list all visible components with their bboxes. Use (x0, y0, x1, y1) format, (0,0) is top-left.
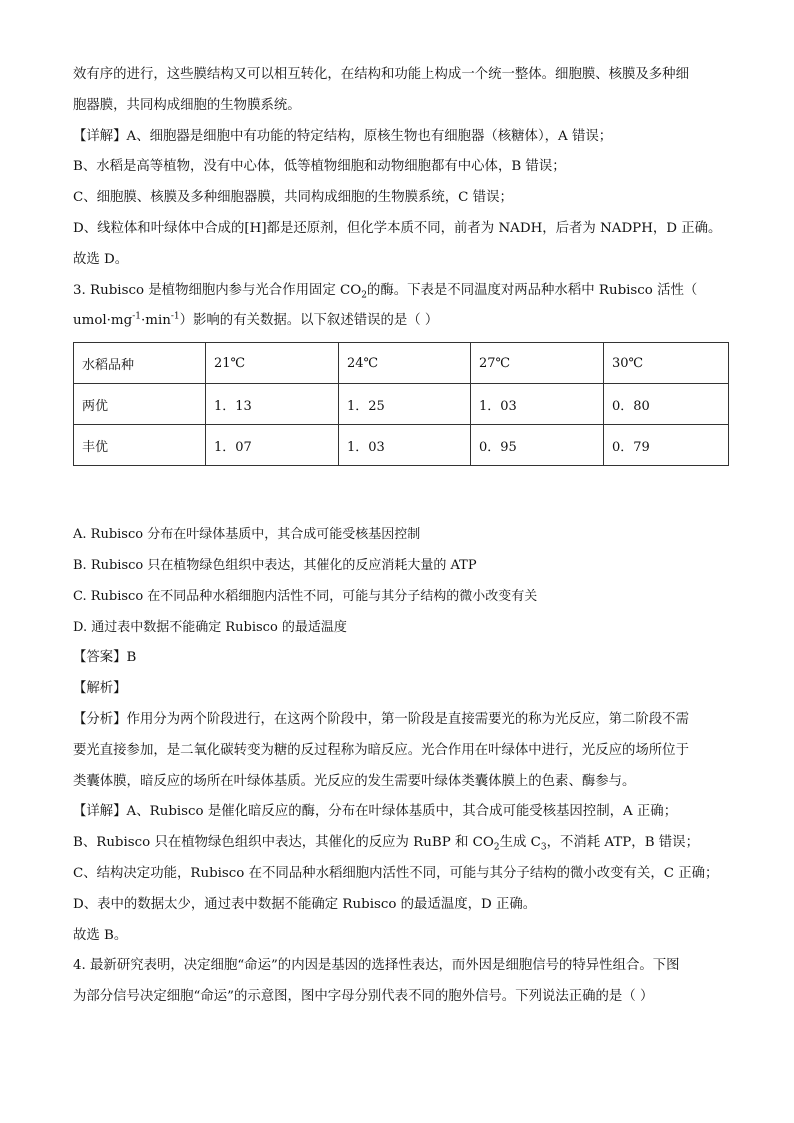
table-cell: 1．07 (206, 425, 339, 466)
text-line: 【详解】A、细胞器是细胞中有功能的特定结构，原核生物也有细胞器（核糖体），A 错误； (73, 128, 613, 144)
text-line: 类囊体膜，暗反应的场所在叶绿体基质。光反应的发生需要叶绿体类囊体膜上的色素、酶参与。 (73, 773, 636, 789)
table-cell: 两优 (74, 384, 206, 425)
table-cell: 丰优 (74, 425, 206, 466)
table-cell: 0．80 (604, 384, 729, 425)
table-cell: 0．79 (604, 425, 729, 466)
option-b: B. Rubisco 只在植物绿色组织中表达，其催化的反应消耗大量的 ATP (73, 557, 477, 573)
text-line: C、结构决定功能，Rubisco 在不同品种水稻细胞内活性不同，可能与其分子结构的微小改变有关，C 正确； (73, 865, 719, 881)
q2-explanation (73, 60, 733, 276)
text-line: C、细胞膜、核膜及多种细胞器膜，共同构成细胞的生物膜系统，C 错误； (73, 190, 513, 206)
text-line: B、水稻是高等植物，没有中心体，低等植物细胞和动物细胞都有中心体，B 错误； (73, 159, 566, 175)
table-header-row (74, 343, 729, 384)
text-line: 故选 B。 (73, 927, 128, 943)
question-stem: 为部分信号决定细胞“命运”的示意图，图中字母分别代表不同的胞外信号。下列说法正确的是（ ） (73, 989, 654, 1005)
text-line: B、Rubisco 只在植物绿色组织中表达，其催化的反应为 RuBP 和 $CO_2$生成 $C_3$，不消耗 ATP，B 错误； (73, 835, 699, 853)
answer-line: 【答案】B (73, 650, 137, 666)
text-line: 要光直接参加，是二氧化碳转变为糖的反过程称为暗反应。光合作用在叶绿体中进行，光反应的场所位于 (73, 742, 689, 758)
spacer (73, 466, 733, 520)
text-line: 【分析】作用分为两个阶段进行，在这两个阶段中，第一阶段是直接需要光的称为光反应，第二阶段不需 (73, 711, 689, 727)
table-header-cell: 24℃ (339, 343, 471, 384)
text-line: D、表中的数据太少，通过表中数据不能确定 Rubisco 的最适温度，D 正确。 (73, 896, 537, 912)
table-header-cell: 30℃ (604, 343, 729, 384)
table-cell: 0．95 (471, 425, 604, 466)
option-a: A. Rubisco 分布在叶绿体基质中，其合成可能受核基因控制 (73, 527, 421, 543)
question-stem: 3. Rubisco 是植物细胞内参与光合作用固定 $CO_2$的酶。下表是不同温度对两品种水稻中 Rubisco 活性（ (73, 282, 698, 301)
question-3 (73, 276, 733, 952)
text-line: 效有序的进行，这些膜结构又可以相互转化，在结构和功能上构成一个统一整体。细胞膜、核膜及多种细 (73, 67, 689, 82)
option-c: C. Rubisco 在不同品种水稻细胞内活性不同，可能与其分子结构的微小改变有关 (73, 588, 538, 604)
analysis-title: 【解析】 (73, 681, 127, 697)
table-cell: 1．03 (339, 425, 471, 466)
table-header-cell: 27℃ (471, 343, 604, 384)
table-cell: 1．13 (206, 384, 339, 425)
table-header-cell: 水稻品种 (74, 343, 206, 384)
table-row (74, 425, 729, 466)
option-d: D. 通过表中数据不能确定 Rubisco 的最适温度 (73, 619, 347, 635)
table-cell: 1．25 (339, 384, 471, 425)
text-line: 故选 D。 (73, 251, 129, 267)
text-line: 胞器膜，共同构成细胞的生物膜系统。 (73, 97, 301, 113)
table-row (74, 384, 729, 425)
table-cell: 1．03 (471, 384, 604, 425)
text-line: D、线粒体和叶绿体中合成的[H]都是还原剂，但化学本质不同，前者为 NADH，后者为 NADPH，D 正确。 (73, 220, 722, 236)
rubisco-activity-table (73, 342, 729, 466)
answer-options (73, 520, 733, 643)
page-content (73, 60, 733, 1013)
question-stem-unit: $umol\cdot mg^{-1}\cdot\min^{-1}$）影响的有关数据。以下叙述错误的是（ ） (73, 311, 439, 329)
text-line: 【详解】A、Rubisco 是催化暗反应的酶，分布在叶绿体基质中，其合成可能受核基因控制，A 正确； (73, 804, 678, 820)
table-header-cell: 21℃ (206, 343, 339, 384)
question-stem: 4. 最新研究表明，决定细胞“命运”的内因是基因的选择性表达，而外因是细胞信号的特异性组合。下图 (73, 958, 680, 974)
question-4 (73, 951, 733, 1013)
